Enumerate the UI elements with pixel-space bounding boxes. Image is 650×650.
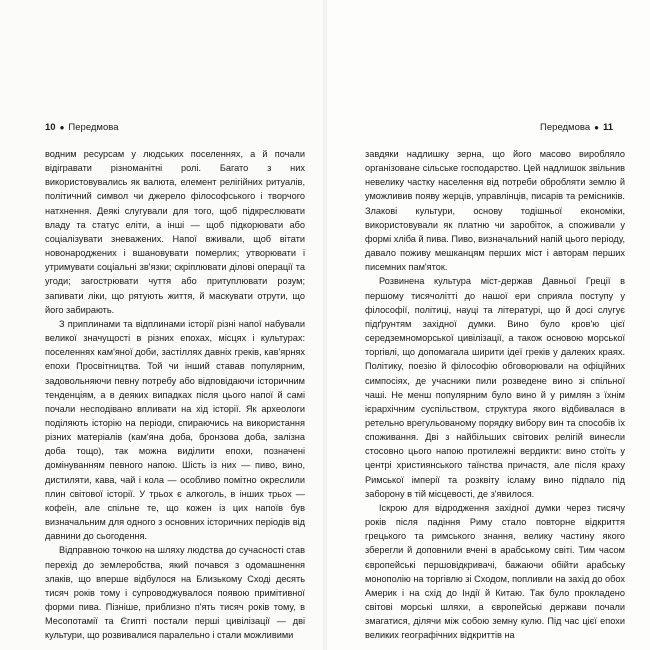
book-gutter — [323, 0, 327, 650]
bullet-separator-right: ● — [594, 123, 599, 132]
running-title-left: Передмова — [68, 122, 119, 133]
page-number-left: 10 — [45, 122, 56, 133]
running-title-right: Передмова — [540, 122, 591, 133]
left-text-column — [45, 147, 305, 642]
paragraph: завдяки надлишку зерна, що його масово виробляло організоване сільське господарство. Цей надлишок звільнив невелику частку населення від потреби обробляти землю й уможливив появу жерців, управлінців, писарів та ремісників. Злакові культури, основу тодішньої економіки, використовували як платню чи заробіток, а споживали у формі хліба й пива. Пиво, визначальний напій цього періоду, давало поживу мешканцям перших міст і авторам перших писемних пам'яток. — [365, 149, 625, 273]
paragraph: Розвинена культура міст-держав Давньої Греції в першому тисячолітті до нашої ери сприяла поступу у філософії, політиці, науці та літературі, що й досі слугує підґрунтям західної думки. Вино було кров'ю цієї середземноморської цивілізації, а також основою морської торгівлі, що допомагала ширити ідеї греків у далеких краях. Політику, поезію й філософію обговорювали на офіційних симпосіях, де учасники пили розведене вино зі спільної чаші. Не менш популярним було вино й у римлян з їхнім ієрархічним суспільством, структура якого відбивалася в ретельно врегульованому порядку вибору вин та способів їх споживання. Дві з найбільших світових релігій винесли стосовно цього напою протилежні вердикти: вино стоїть у центрі християнського таїнства причастя, але після краху Римської імперії та розквіту ісламу вино підпало під заборону в тій місцевості, де з'явилося. — [365, 276, 625, 499]
bullet-separator-left: ● — [59, 123, 65, 132]
page-number-right: 11 — [602, 122, 613, 133]
right-text-column — [365, 147, 625, 642]
paragraph: водним ресурсам у людських поселеннях, а й почали відігравати різноманітні ролі. Багато з них використовувались як валюта, елемент релігійних ритуалів, політичний символ чи джерело філософського і творчого натхнення. Деякі слугували для того, щоб підкреслювати владу та статус еліти, а інші — щоб підкорювати або соціалізувати зневажених. Напої вживали, щоб вітати новонароджених і вшановувати померлих; утворювати і утримувати соціальні зв'язки; скріплювати ділові операції та угоди; загострювати чуття або притуплювати розум; запивати ліки, що рятують життя, й маскувати отрути, що його забирають. — [45, 149, 305, 315]
paragraph: З приплинами та відплинами історії різні напої набували великої значущості в різних епохах, місцях і культурах: поселеннях кам'яної доби, застіллях давніх греків, кав'ярнях епохи Просвітництва. Той чи інший ставав популярним, задовольняючи певну потребу або відповідаючи історичним тенденціям, а в деяких випадках після цього напої й самі почали несподівано впливати на хід історії. Як археологи поділяють історію на періоди, спираючись на використання різних матеріалів (кам'яна доба, бронзова доба, залізна доба тощо), так можна виділити епохи, позначені домінуванням певного напою. Шість із них — пиво, вино, дистиляти, кава, чай і кола — особливо помітно окреслили плин світової історії. У трьох є алкоголь, в інших трьох — кофеїн, але спільне те, що кожен із цих напоїв був визначальним для одного з основних історичних періодів від давнини до сьогодення. — [45, 318, 305, 542]
right-page-header — [540, 122, 613, 134]
paragraph: Відправною точкою на шляху людства до сучасності став перехід до землеробства, який почався з одомашнення злаків, що вперше відбулося на Близькому Сході десять тисяч років тому і супроводжувалося появою примітивної форми пива. Пізніше, приблизно п'ять тисяч років тому, в Месопотамії та Єгипті постали перші цивілізації — дві культури, що розвивалися паралельно і стали можливими — [45, 545, 305, 641]
paragraph: Іскрою для відродження західної думки через тисячу років після падіння Риму стало повторне відкриття грецького та римського знання, велику частину якого зберегли й доповнили вчені в арабському світі. Тим часом європейські першовідкривачі, бажаючи обійти арабську монополію на торгівлю зі Сходом, попливли на захід до обох Америк і на схід до Індії й Китаю. Так було прокладено світові морські шляхи, а європейські держави почали змагатися, ділячи між собою земну кулю. Під час цієї епохи великих географічних відкриттів на — [365, 502, 625, 641]
left-page-header — [45, 122, 118, 134]
